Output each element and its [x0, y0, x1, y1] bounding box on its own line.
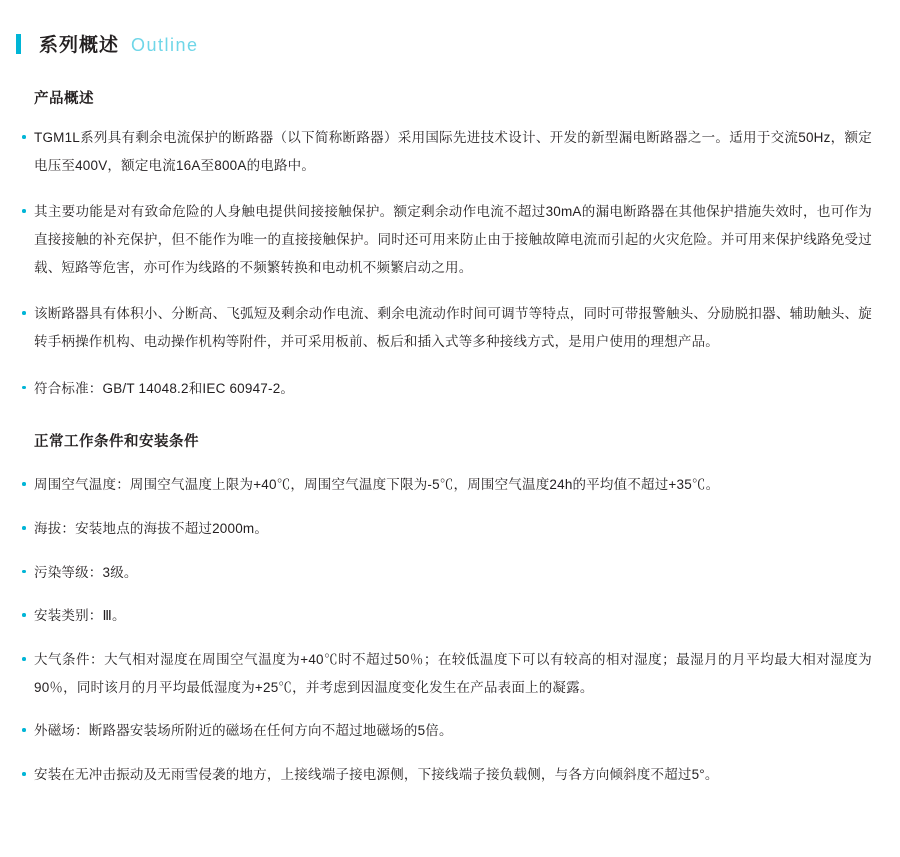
list-item [16, 375, 872, 403]
bullet-dot-icon [22, 526, 26, 530]
list-item [16, 761, 872, 789]
list-item-text: 安装在无冲击振动及无雨雪侵袭的地方，上接线端子接电源侧，下接线端子接负载侧，与各方向倾斜度不超过5°。 [34, 767, 719, 783]
product-overview-list [16, 124, 872, 402]
list-item [16, 124, 872, 179]
list-item [16, 198, 872, 281]
bullet-dot-icon [22, 657, 26, 661]
list-item-text: 污染等级：3级。 [34, 564, 138, 580]
bullet-dot-icon [22, 728, 26, 732]
bullet-dot-icon [22, 570, 26, 574]
list-item-text: 该断路器具有体积小、分断高、飞弧短及剩余动作电流、剩余电流动作时间可调节等特点，同时可带报警触头、分励脱扣器、辅助触头、旋转手柄操作机构、电动操作机构等附件，并可采用板前、板后和插入式等多种接线方式，是用户使用的理想产品。 [34, 306, 872, 350]
operating-conditions-list [16, 471, 872, 788]
list-item-text: 外磁场：断路器安装场所附近的磁场在任何方向不超过地磁场的5倍。 [34, 723, 453, 739]
bullet-dot-icon [22, 209, 26, 213]
list-item-text: 大气条件：大气相对湿度在周围空气温度为+40℃时不超过50％；在较低温度下可以有较高的相对湿度；最湿月的月平均最大相对湿度为90％，同时该月的月平均最低湿度为+25℃，并考虑到因温度变化发生在产品表面上的凝露。 [34, 652, 872, 695]
list-item-text: 海拔：安装地点的海拔不超过2000m。 [34, 521, 269, 537]
list-item [16, 559, 872, 587]
section-title-en: Outline [131, 35, 199, 55]
list-item-text: 周围空气温度：周围空气温度上限为+40℃，周围空气温度下限为-5℃，周围空气温度24h的平均值不超过+35℃。 [34, 477, 720, 493]
bullet-dot-icon [22, 386, 26, 390]
list-item-text: 其主要功能是对有致命危险的人身触电提供间接接触保护。额定剩余动作电流不超过30mA的漏电断路器在其他保护措施失效时，也可作为直接接触的补充保护，但不能作为唯一的直接接触保护。同时还可用来防止由于接触故障电流而引起的火灾危险。并可用来保护线路免受过载、短路等危害，亦可作为线路的不频繁转换和电动机不频繁启动之用。 [34, 204, 872, 275]
list-item [16, 717, 872, 745]
bullet-dot-icon [22, 482, 26, 486]
bullet-dot-icon [22, 311, 26, 315]
list-item-text: TGM1L系列具有剩余电流保护的断路器（以下简称断路器）采用国际先进技术设计、开发的新型漏电断路器之一。适用于交流50Hz，额定电压至400V，额定电流16A至800A的电路中。 [34, 130, 872, 173]
list-item-text: 符合标准：GB/T 14048.2和IEC 60947-2。 [34, 380, 295, 396]
list-item-text: 安装类别：Ⅲ。 [34, 608, 126, 624]
list-item [16, 515, 872, 543]
list-item [16, 602, 872, 630]
bullet-dot-icon [22, 772, 26, 776]
list-item [16, 471, 872, 499]
section-header [16, 30, 872, 57]
subheading-product-overview: 产品概述 [34, 91, 94, 107]
accent-bar-icon [16, 34, 21, 54]
bullet-dot-icon [22, 613, 26, 617]
section-title-cn: 系列概述 [39, 35, 120, 56]
subheading-operating-conditions: 正常工作条件和安装条件 [34, 434, 199, 451]
bullet-dot-icon [22, 135, 26, 139]
list-item [16, 646, 872, 701]
list-item [16, 300, 872, 355]
